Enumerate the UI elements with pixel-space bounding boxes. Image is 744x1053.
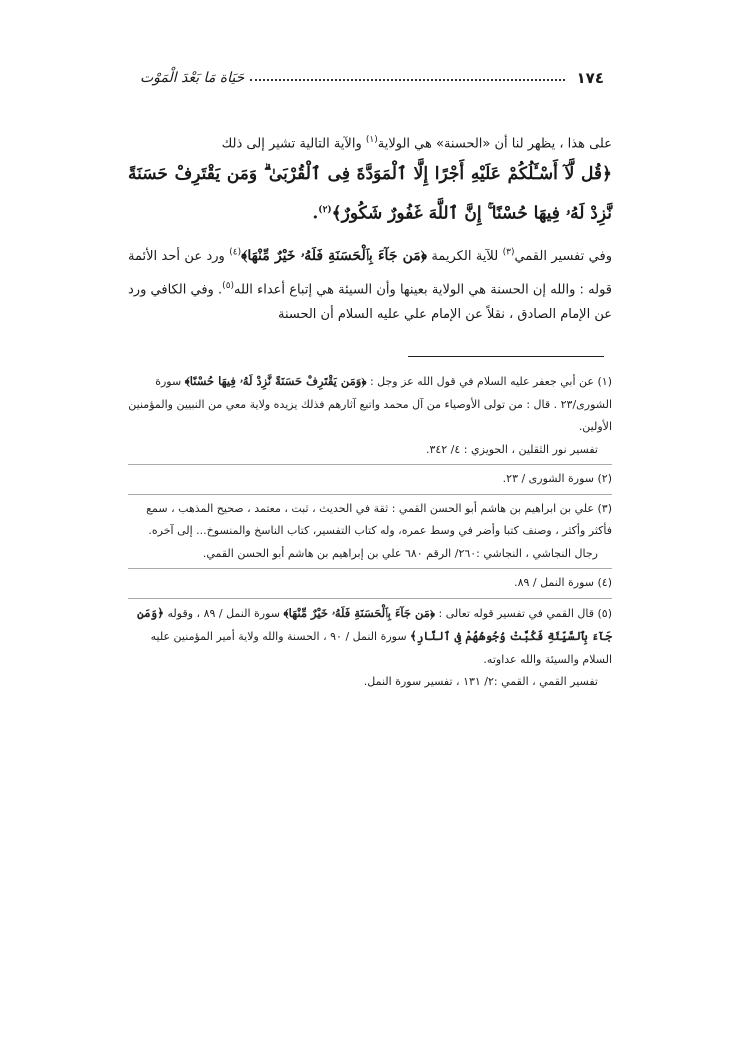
footnote-divider: [128, 464, 612, 465]
paragraph-2: وفي تفسير القمي$^{(٣)}$ للآية الكريمة ﴿مَن جَآءَ بِٱلْحَسَنَةِ فَلَهُۥ خَيْرٌ مِّنْهَا﴾$^{(٤)}$ ورد عن أحد الأئمة قوله : والله إن الحسنة هي الولاية بعينها وأن السيئة هي إتباع أعداء الله$^{(٥)}$. وفي الكافي ورد عن الإمام الصادق ، نقلاً عن الإمام علي عليه السلام أن الحسنة: [128, 247, 612, 323]
page-number: ١٧٤: [576, 69, 604, 87]
footnote-divider: [128, 494, 612, 495]
footnote-divider: [128, 568, 612, 569]
running-title: حَيَاة مَا بَعْدَ الْمَوْت: [140, 70, 245, 86]
quran-verse-1: ﴿قُل لَّآ أَسْـَٔلُكُمْ عَلَيْهِ أَجْرًا إِلَّا ٱلْمَوَدَّةَ فِى ٱلْقُرْبَىٰ ۗ وَمَن يَقْتَرِفْ حَسَنَةً نَّزِدْ لَهُۥ فِيهَا حُسْنًا ۚ إِنَّ ٱللَّهَ غَفُورٌ شَكُورٌ﴾$^{(٢)}$.: [128, 164, 612, 224]
paragraph-1: على هذا ، يظهر لنا أن «الحسنة» هي الولاية$^{(١)}$ والآية التالية تشير إلى ذلك: [221, 135, 612, 152]
main-text: [128, 128, 612, 327]
footnote-2: (٢) سورة الشورى / ٢٣.: [502, 472, 612, 485]
footnotes: [128, 370, 612, 694]
page-header: [140, 66, 604, 90]
footnote-3-source: رجال النجاشي ، النجاشي :٢٦٠/ الرقم ٦٨٠ علي بن إبراهيم بن هاشم أبو الحسن القمي.: [202, 546, 598, 560]
footnote-ref-5: (٥): [222, 280, 235, 291]
footnote-divider: [128, 598, 612, 599]
footnote-ref-4: (٤): [229, 247, 242, 258]
footnote-separator: [408, 356, 604, 357]
footnote-ref-2: (٢): [318, 205, 332, 216]
footnote-4: (٤) سورة النمل / ٨٩.: [514, 576, 612, 589]
quran-verse-2: ﴿مَن جَآءَ بِٱلْحَسَنَةِ فَلَهُۥ خَيْرٌ مِّنْهَا﴾: [241, 247, 427, 264]
footnote-5-source: تفسير القمي ، القمي :٢/ ١٣١ ، تفسير سورة النمل.: [363, 675, 598, 688]
header-dot-leader: [250, 79, 564, 81]
footnote-5: (٥) قال القمي في تفسير قوله تعالى : ﴿مَن جَآءَ بِٱلْحَسَنَةِ فَلَهُۥ خَيْرٌ مِّنْهَا﴾ سورة النمل / ٨٩ ، وقوله ﴿وَمَن جَآءَ بِٱلسَّيِّئَةِ فَكُبَّتْ وُجُوهُهُمْ فِى ٱلنَّارِ﴾ سورة النمل / ٩٠ ، الحسنة والله ولاية أمير المؤمنين عليه السلام والسيئة والله عداوته.: [137, 605, 612, 666]
footnote-ref-1: (١): [365, 135, 378, 145]
footnote-1: (١) عن أبي جعفر عليه السلام في قول الله عز وجل : ﴿وَمَن يَقْتَرِفْ حَسَنَةً نَّزِدْ لَهُۥ فِيهَا حُسْنًا﴾ سورة الشورى/٢٣ . قال : من تولى الأوصياء من آل محمد واتبع آثارهم فذلك يزيده ولاية معي من النبيين والمؤمنين الأولين.: [128, 374, 612, 433]
footnote-3: (٣) علي بن ابراهيم بن هاشم أبو الحسن القمي : ثقة في الحديث ، ثبت ، معتمد ، صحيح المذهب ، سمع فأكثر وأكثر ، وصنف كتبا وأضر في وسط عمره، وله كتاب التفسير، كتاب الناسخ والمنسوخ... إلى آخره.: [146, 501, 612, 537]
footnote-1-source: تفسير نور الثقلين ، الحويزي : ٤/ ٣٤٢.: [425, 442, 598, 456]
footnote-ref-3: (٣): [502, 247, 515, 258]
